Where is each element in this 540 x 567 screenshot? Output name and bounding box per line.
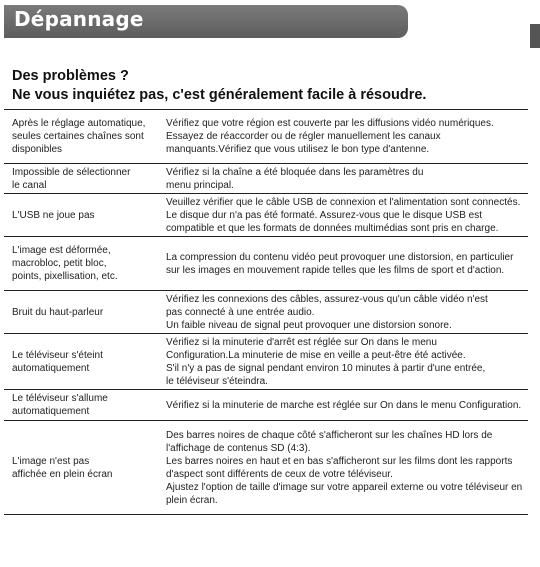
problem-cell	[4, 349, 158, 375]
solution-text: pas connecté à une entrée audio.	[166, 306, 315, 318]
solution-cell	[158, 166, 528, 192]
solution-text: Vérifiez si la chaîne a été bloquée dans les paramètres du	[166, 166, 424, 178]
table-row	[4, 194, 528, 237]
solution-cell	[158, 399, 528, 412]
solution-text: le téléviseur s'éteindra.	[166, 375, 268, 387]
solution-text: Des barres noires de chaque côté s'afficheront sur les chaînes HD lors de	[166, 429, 493, 441]
solution-cell	[158, 336, 528, 388]
section-title: Dépannage	[14, 7, 144, 31]
solution-cell	[158, 293, 528, 332]
solution-text: Configuration.La minuterie de mise en veille a peut-être été activée.	[166, 349, 466, 361]
problem-cell	[4, 306, 158, 319]
problem-text: L'USB ne joue pas	[12, 209, 95, 221]
solution-text: La compression du contenu vidéo peut provoquer une distorsion, en particulier	[166, 251, 514, 263]
solution-text: compatible et que les formats de données multimédias sont pris en charge.	[166, 222, 499, 234]
problem-cell	[4, 117, 158, 156]
solution-text: d'aspect sont différents de ceux de votre téléviseur.	[166, 468, 393, 480]
problem-text: points, pixellisation, etc.	[12, 271, 118, 282]
problem-text: disponibles	[12, 144, 63, 155]
problem-text: seules certaines chaînes sont	[12, 131, 144, 142]
problem-cell	[4, 392, 158, 418]
intro-reassurance: Ne vous inquiétez pas, c'est généralement facile à résoudre.	[12, 87, 427, 103]
table-row	[4, 334, 528, 390]
solution-text: Vérifiez que votre région est couverte par les diffusions vidéo numériques.	[166, 118, 494, 129]
problem-cell	[4, 209, 158, 222]
problem-text: Impossible de sélectionner	[12, 166, 131, 178]
table-row	[4, 110, 528, 164]
problem-text: affichée en plein écran	[12, 468, 113, 480]
table-row	[4, 164, 528, 194]
problem-text: Bruit du haut-parleur	[12, 306, 104, 318]
page-side-tab	[530, 24, 540, 48]
solution-cell	[158, 196, 528, 235]
problem-cell	[4, 166, 158, 192]
problem-cell	[4, 244, 158, 283]
problem-cell	[4, 455, 158, 481]
problem-text: macrobloc, petit bloc,	[12, 258, 107, 269]
solution-text: S'il n'y a pas de signal pendant environ 10 minutes à partir d'une entrée,	[166, 362, 486, 374]
solution-text: Les barres noires en haut et en bas s'afficheront sur les films dont les rapports	[166, 455, 513, 467]
solution-text: Un faible niveau de signal peut provoquer une distorsion sonore.	[166, 319, 452, 331]
table-row	[4, 390, 528, 421]
problem-text: automatiquement	[12, 406, 90, 417]
solution-text: sur les images en mouvement rapide telles que les films de sport et d'action.	[166, 264, 505, 276]
problem-text: Le téléviseur s'allume	[12, 393, 108, 404]
problem-text: L'image n'est pas	[12, 455, 90, 467]
solution-text: menu principal.	[166, 179, 234, 191]
problem-text: Le téléviseur s'éteint	[12, 349, 103, 361]
problem-text: automatiquement	[12, 362, 90, 374]
section-header-bar	[4, 5, 408, 38]
solution-text: Vérifiez si la minuterie d'arrêt est réglée sur On dans le menu	[166, 336, 437, 348]
solution-text: Vérifiez si la minuterie de marche est réglée sur On dans le menu Configuration.	[166, 399, 522, 411]
table-row	[4, 291, 528, 334]
solution-text: Vérifiez les connexions des câbles, assurez-vous qu'un câble vidéo n'est	[166, 293, 488, 305]
problem-text: le canal	[12, 179, 47, 191]
solution-text: plein écran.	[166, 494, 218, 506]
solution-text: manquants.Vérifiez que vous utilisez le bon type d'antenne.	[166, 144, 430, 155]
solution-cell	[158, 117, 528, 156]
solution-text: Essayez de réaccorder ou de régler manuellement les canaux	[166, 131, 441, 142]
table-row	[4, 421, 528, 515]
solution-cell	[158, 251, 528, 277]
intro-question: Des problèmes ?	[12, 68, 129, 84]
problem-text: Après le réglage automatique,	[12, 118, 146, 129]
solution-text: l'affichage de contenus SD (4:3).	[166, 442, 311, 454]
intro-block	[12, 67, 426, 105]
troubleshooting-table	[4, 109, 528, 515]
problem-text: L'image est déformée,	[12, 245, 111, 256]
solution-text: Veuillez vérifier que le câble USB de connexion et l'alimentation sont connectés.	[166, 196, 521, 208]
table-row	[4, 237, 528, 291]
solution-text: Le disque dur n'a pas été formaté. Assurez-vous que le disque USB est	[166, 209, 482, 221]
solution-cell	[158, 429, 528, 507]
solution-text: Ajustez l'option de taille d'image sur votre appareil externe ou votre téléviseur en	[166, 481, 523, 493]
